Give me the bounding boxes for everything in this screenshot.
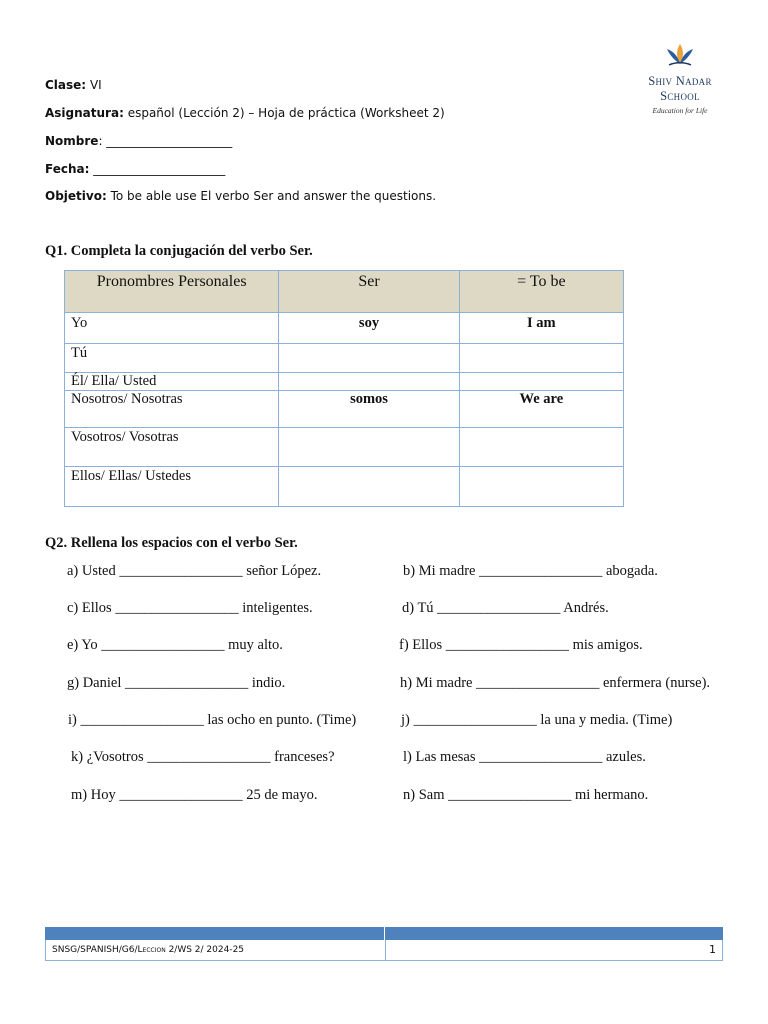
table-row	[65, 373, 624, 391]
fill-item-f[interactable]: f) Ellos _________________ mis amigos.	[399, 637, 643, 653]
asignatura-line	[45, 106, 445, 120]
footer-code-prefix: SNSG/SPANISH/G6/	[52, 945, 138, 955]
footer-row	[45, 940, 723, 961]
footer-bar-right	[385, 927, 723, 940]
conjugation-table	[64, 270, 624, 507]
header-ser: Ser	[279, 271, 459, 313]
page-footer	[45, 927, 723, 961]
ser-cell[interactable]: soy	[279, 313, 459, 344]
table-row	[65, 391, 624, 428]
fill-item-h[interactable]: h) Mi madre _________________ enfermera (nurse).	[400, 675, 711, 691]
fill-item-e[interactable]: e) Yo _________________ muy alto.	[67, 637, 283, 653]
footer-code	[46, 940, 386, 960]
table-row	[65, 313, 624, 344]
table-header-row	[65, 271, 624, 313]
english-cell[interactable]: I am	[459, 313, 623, 344]
pronoun-cell: Ellos/ Ellas/ Ustedes	[65, 467, 279, 507]
asignatura-label: Asignatura:	[45, 106, 124, 120]
ser-cell[interactable]	[279, 428, 459, 467]
q2-title: Q2. Rellena los espacios con el verbo Ser.	[45, 535, 298, 551]
page-number: 1	[709, 943, 716, 956]
fill-item-a[interactable]: a) Usted _________________ señor López.	[67, 563, 322, 579]
pronoun-cell: Nosotros/ Nosotras	[65, 391, 279, 428]
english-cell[interactable]: We are	[459, 391, 623, 428]
pronoun-cell: Él/ Ella/ Usted	[65, 373, 279, 391]
ser-cell[interactable]	[279, 344, 459, 373]
objetivo-value: To be able use El verbo Ser and answer the questions.	[110, 189, 437, 203]
fecha-label: Fecha:	[45, 162, 90, 176]
fill-item-i[interactable]: i) _________________ las ocho en punto. (Time)	[68, 712, 357, 728]
logo-tagline: Education for Life	[652, 106, 708, 115]
clase-value: VI	[89, 78, 102, 92]
lotus-icon	[663, 42, 697, 68]
q1-title: Q1. Completa la conjugación del verbo Ser.	[45, 243, 313, 259]
fill-item-j[interactable]: j) _________________ la una y media. (Time)	[401, 712, 673, 728]
ser-cell[interactable]	[279, 467, 459, 507]
fill-item-m[interactable]: m) Hoy _________________ 25 de mayo.	[71, 787, 318, 803]
fill-item-g[interactable]: g) Daniel _________________ indio.	[67, 675, 286, 691]
ser-cell[interactable]: somos	[279, 391, 459, 428]
table-row	[65, 428, 624, 467]
footer-code-leccion: Leccion	[137, 945, 166, 955]
objetivo-label: Objetivo:	[45, 189, 107, 203]
english-cell[interactable]	[459, 467, 623, 507]
asignatura-value: español (Lección 2) – Hoja de práctica (Worksheet 2)	[127, 106, 445, 120]
nombre-line	[45, 134, 232, 148]
school-logo	[630, 42, 730, 115]
header-to-be: = To be	[459, 271, 623, 313]
objetivo-line	[45, 189, 436, 203]
logo-name: Shiv Nadar School	[648, 74, 712, 103]
fecha-field[interactable]: ______________________	[93, 162, 226, 176]
table-row	[65, 467, 624, 507]
clase-line	[45, 78, 102, 92]
english-cell[interactable]	[459, 428, 623, 467]
footer-bar-left	[45, 927, 385, 940]
english-cell[interactable]	[459, 344, 623, 373]
pronoun-cell: Yo	[65, 313, 279, 344]
header-pronouns: Pronombres Personales	[65, 271, 279, 313]
footer-code-suffix: 2/WS 2/ 2024-25	[165, 945, 245, 955]
fill-item-k[interactable]: k) ¿Vosotros _________________ franceses?	[71, 749, 335, 765]
pronoun-cell: Vosotros/ Vosotras	[65, 428, 279, 467]
fill-item-l[interactable]: l) Las mesas _________________ azules.	[403, 749, 646, 765]
nombre-label: Nombre	[45, 134, 99, 148]
table-row	[65, 344, 624, 373]
ser-cell[interactable]	[279, 373, 459, 391]
fill-item-c[interactable]: c) Ellos _________________ inteligentes.	[67, 600, 313, 616]
nombre-field[interactable]: : _____________________	[98, 134, 233, 148]
fecha-line	[45, 162, 225, 176]
pronoun-cell: Tú	[65, 344, 279, 373]
clase-label: Clase:	[45, 78, 87, 92]
fill-item-b[interactable]: b) Mi madre _________________ abogada.	[403, 563, 658, 579]
fill-item-d[interactable]: d) Tú _________________ Andrés.	[402, 600, 609, 616]
fill-item-n[interactable]: n) Sam _________________ mi hermano.	[403, 787, 649, 803]
footer-bar	[45, 927, 723, 940]
english-cell[interactable]	[459, 373, 623, 391]
